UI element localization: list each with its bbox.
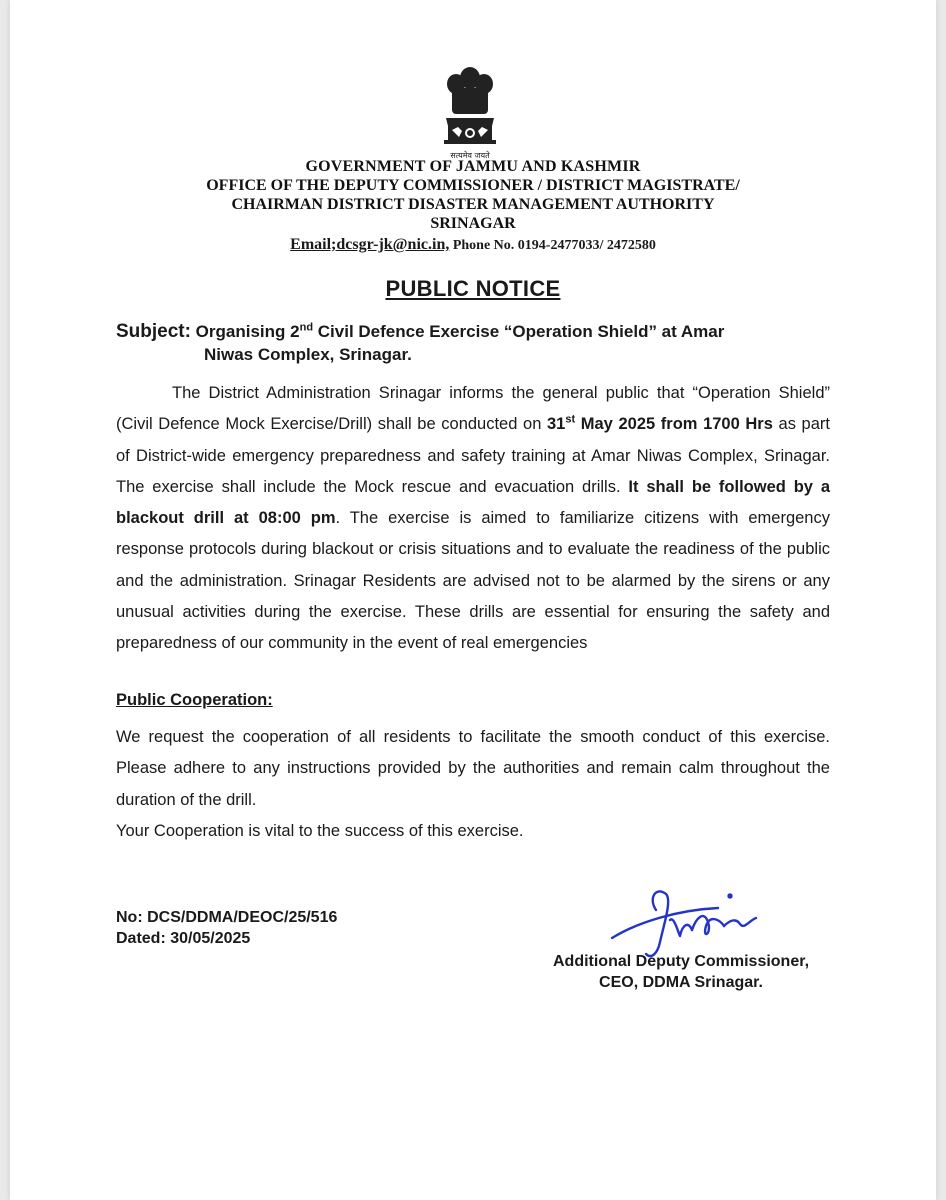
notice-title: PUBLIC NOTICE xyxy=(385,276,561,301)
subject-text-b: Civil Defence Exercise “Operation Shield” at Amar xyxy=(313,322,725,341)
signatory-designation xyxy=(516,951,846,993)
paragraph-closing: Your Cooperation is vital to the success of this exercise. xyxy=(116,822,524,840)
subject-block xyxy=(116,320,836,366)
notice-page xyxy=(10,0,936,1200)
authority-heading: CHAIRMAN DISTRICT DISASTER MANAGEMENT AUTHORITY xyxy=(231,196,715,213)
p1-text-a: The District Administration Srinagar informs the general public that “Operation Shield” (Civil Defence Mock Exercise/Drill) shall be conducted on xyxy=(116,384,830,434)
reference-number: No: DCS/DDMA/DEOC/25/516 xyxy=(116,909,338,926)
p1-date-rest: May 2025 from 1700 Hrs xyxy=(575,415,773,434)
subject-line-2: Niwas Complex, Srinagar. xyxy=(204,345,412,364)
reference-block xyxy=(116,907,337,949)
reference-date: Dated: 30/05/2025 xyxy=(116,930,251,947)
contact-line xyxy=(10,236,936,254)
p1-text-b: as part of District-wide emergency preparedness and safety training at Amar Niwas Complex, Srinagar. The exercise shall include the Mock rescue and evacuation drills. xyxy=(116,415,830,496)
city-heading: SRINAGAR xyxy=(430,215,516,232)
cooperation-heading: Public Cooperation: xyxy=(116,691,273,709)
subject-superscript: nd xyxy=(299,321,314,334)
government-heading: GOVERNMENT OF JAMMU AND KASHMIR xyxy=(305,158,641,175)
designation-line-1: Additional Deputy Commissioner, xyxy=(552,953,810,970)
subject-text-a: Organising 2 xyxy=(190,322,300,341)
p1-date-day: 31 xyxy=(547,415,566,434)
p1-blackout: It shall be followed by a blackout drill at 08:00 pm xyxy=(116,477,830,528)
email-link[interactable]: Email;dcsgr-jk@nic.in, xyxy=(290,236,450,253)
phone-text: Phone No. 0194-2477033/ 2472580 xyxy=(449,238,656,253)
office-heading: OFFICE OF THE DEPUTY COMMISSIONER / DISTRICT MAGISTRATE/ xyxy=(206,177,740,194)
p1-date xyxy=(547,415,773,433)
designation-line-2: CEO, DDMA Srinagar. xyxy=(599,974,763,991)
paragraph-announcement xyxy=(116,378,830,660)
national-emblem-icon xyxy=(432,62,508,162)
p1-date-superscript: st xyxy=(565,413,576,426)
emblem-motto: सत्यमेव जयते xyxy=(450,151,490,160)
subject-label: Subject: xyxy=(116,321,191,342)
paragraph-cooperation: We request the cooperation of all residents to facilitate the smooth conduct of this exercise. Please adhere to any instructions provided by the authorities and remain calm throughout the duration of the drill. xyxy=(116,728,830,809)
p1-text-c: . The exercise is aimed to familiarize citizens with emergency response protocols during blackout or crisis situations and to evaluate the readiness of the public and the administration. Srinagar Residents are advised not to be alarmed by the sirens or any unusual activities during the exercise. These drills are essential for ensuring the safety and preparedness of our community in the event of real emergencies xyxy=(116,509,830,653)
